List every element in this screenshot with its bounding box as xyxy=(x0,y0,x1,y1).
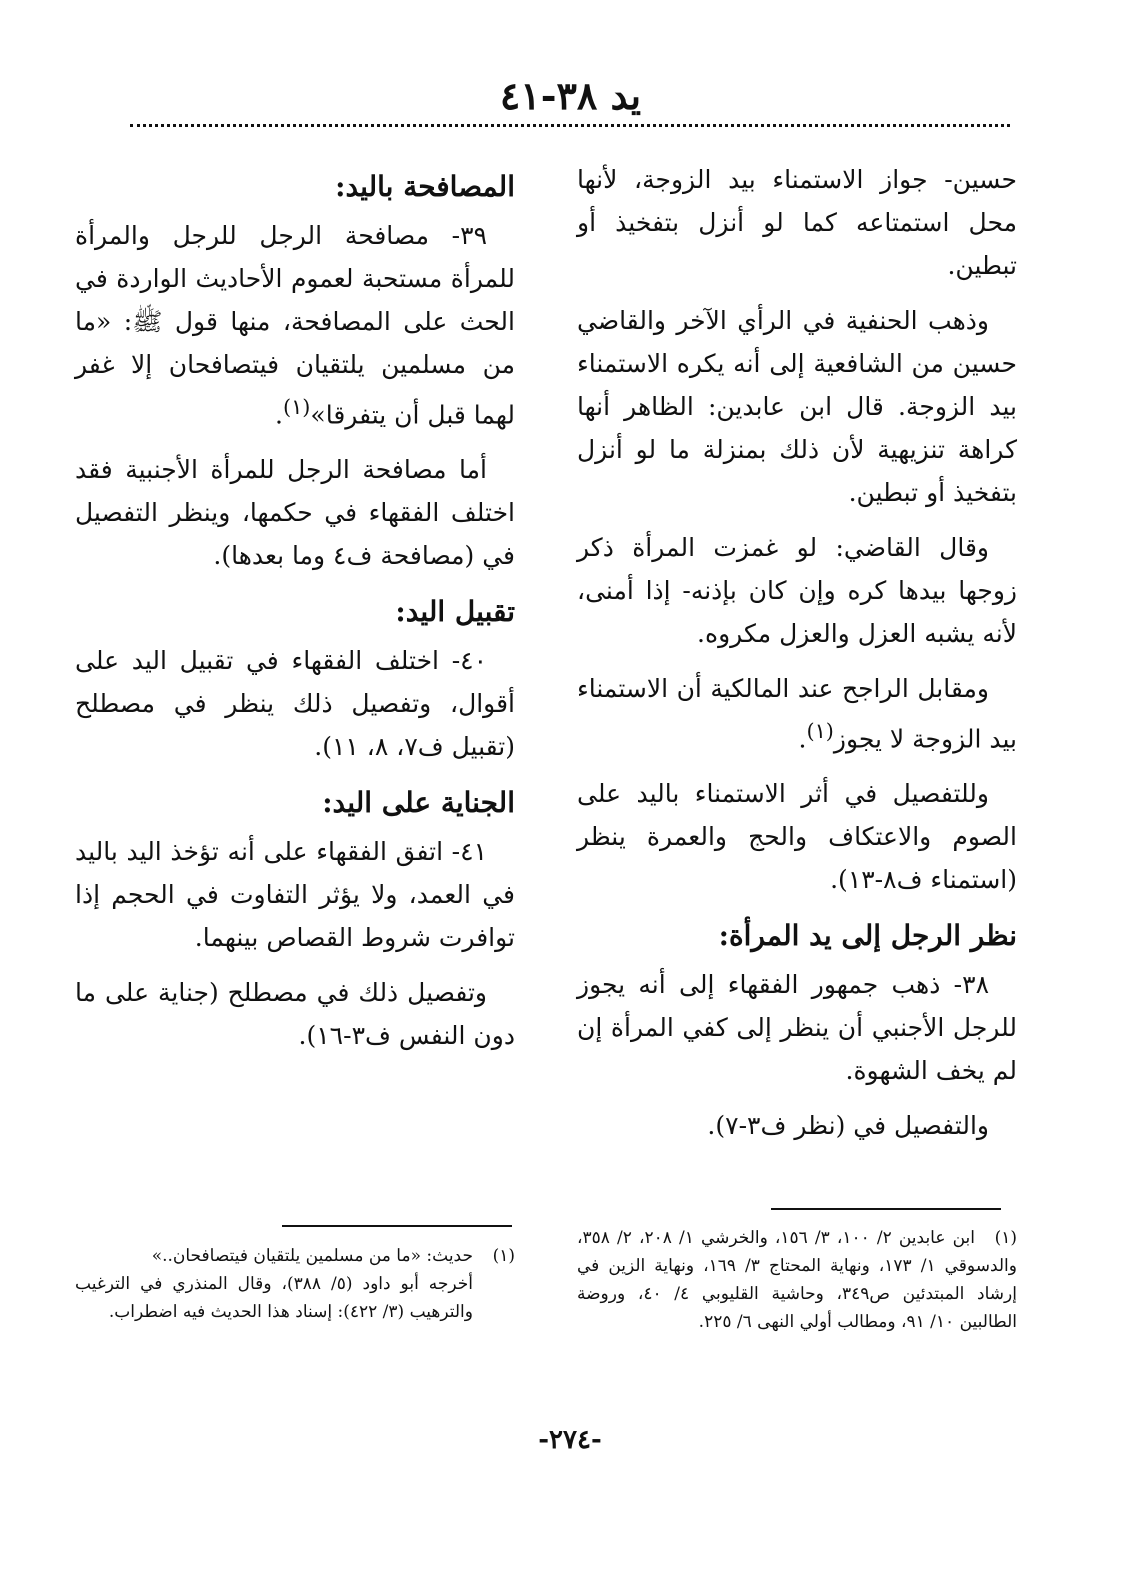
paragraph: وقال القاضي: لو غمزت المرأة ذكر زوجها بيدها كره وإن كان بإذنه- إذا أمنى، لأنه يشبه العزل والعزل مكروه. xyxy=(577,533,1017,648)
paragraph-end: . xyxy=(274,400,283,430)
paragraph: ٤٠- اختلف الفقهاء في تقبيل اليد على أقوال، وتفصيل ذلك ينظر في مصطلح (تقبيل ف٧، ٨، ١١). xyxy=(75,646,515,762)
right-column xyxy=(577,158,1017,1159)
paragraph: وللتفصيل في أثر الاستمناء باليد على الصوم والاعتكاف والحج والعمرة ينظر (استمناء ف٨-١٣). xyxy=(577,779,1017,895)
footnote-number: (١) xyxy=(994,1228,1017,1248)
paragraph: وتفصيل ذلك في مصطلح (جناية على ما دون النفس ف٣-١٦). xyxy=(75,978,515,1051)
footnote-left xyxy=(75,1242,515,1326)
section-heading: المصافحة باليد: xyxy=(335,170,515,203)
paragraph: والتفصيل في (نظر ف٣-٧). xyxy=(707,1111,989,1141)
footnote-divider xyxy=(282,1225,512,1227)
footnote-ref: (١) xyxy=(282,395,311,419)
footnote-ref: (١) xyxy=(806,719,834,743)
footnote-right xyxy=(577,1224,1017,1336)
paragraph: حسين- جواز الاستمناء بيد الزوجة، لأنها محل استمتاعه كما لو أنزل بتفخيذ أو تبطين. xyxy=(577,165,1017,280)
page-number: -٢٧٤- xyxy=(538,1425,602,1455)
paragraph xyxy=(577,667,1017,760)
paragraph-text: ٣٩- مصافحة الرجل للرجل والمرأة للمرأة مستحبة لعموم الأحاديث الواردة في الحث على المصافحة، منها قول ﷺ: «ما من مسلمين يلتقيان فيتصافحان إلا غفر لهما قبل أن يتفرقا» xyxy=(75,221,515,430)
footnote-text: أخرجه أبو داود (٥/ ٣٨٨)، وقال المنذري في الترغيب والترهيب (٣/ ٤٢٢): إسناد هذا الحديث فيه اضطراب. xyxy=(75,1274,474,1322)
page-header: يد ٣٨-٤١ xyxy=(499,73,642,118)
paragraph: ٣٨- ذهب جمهور الفقهاء إلى أنه يجوز للرجل الأجنبي أن ينظر إلى كفي المرأة إن لم يخف الشهوة. xyxy=(577,970,1017,1086)
paragraph-text: ومقابل الراجح عند المالكية أن الاستمناء بيد الزوجة لا يجوز xyxy=(577,674,1017,754)
footnote-divider xyxy=(771,1208,1001,1210)
section-heading: تقبيل اليد: xyxy=(395,595,515,629)
footnote-text: حديث: «ما من مسلمين يلتقيان فيتصافحان..» xyxy=(151,1246,473,1266)
paragraph: وذهب الحنفية في الرأي الآخر والقاضي حسين من الشافعية إلى أنه يكره الاستمناء بيد الزوجة. قال ابن عابدين: الظاهر أنها كراهة تنزيهية لأن ذلك بمنزلة ما لو أنزل بتفخيذ أو تبطين. xyxy=(577,306,1017,507)
footnote-text: ابن عابدين ٢/ ١٠٠، ٣/ ١٥٦، والخرشي ١/ ٢٠٨، ٢/ ٣٥٨، والدسوقي ١/ ١٧٣، ونهاية المحتاج ٣/ ١٦٩، ونهاية الزين في إرشاد المبتدئين ص٣٤٩، وحاشية القليوبي ٤/ ٤٠، وروضة الطالبين ١٠/ ٩١، ومطالب أولي النهى ٦/ ٢٢٥. xyxy=(577,1228,1017,1332)
section-heading: نظر الرجل إلى يد المرأة: xyxy=(718,919,1017,953)
paragraph-end: . xyxy=(798,724,807,754)
header-divider xyxy=(130,124,1010,127)
section-heading: الجناية على اليد: xyxy=(322,786,515,820)
footnote-number: (١) xyxy=(492,1246,515,1266)
paragraph: ٤١- اتفق الفقهاء على أنه تؤخذ اليد باليد في العمد، ولا يؤثر التفاوت في الحجم إذا توافرت شروط القصاص بينهما. xyxy=(75,837,515,953)
paragraph xyxy=(75,214,515,436)
paragraph: أما مصافحة الرجل للمرأة الأجنبية فقد اختلف الفقهاء في حكمها، وينظر التفصيل في (مصافحة ف٤ وما بعدها). xyxy=(75,455,515,571)
left-column xyxy=(75,158,515,1069)
